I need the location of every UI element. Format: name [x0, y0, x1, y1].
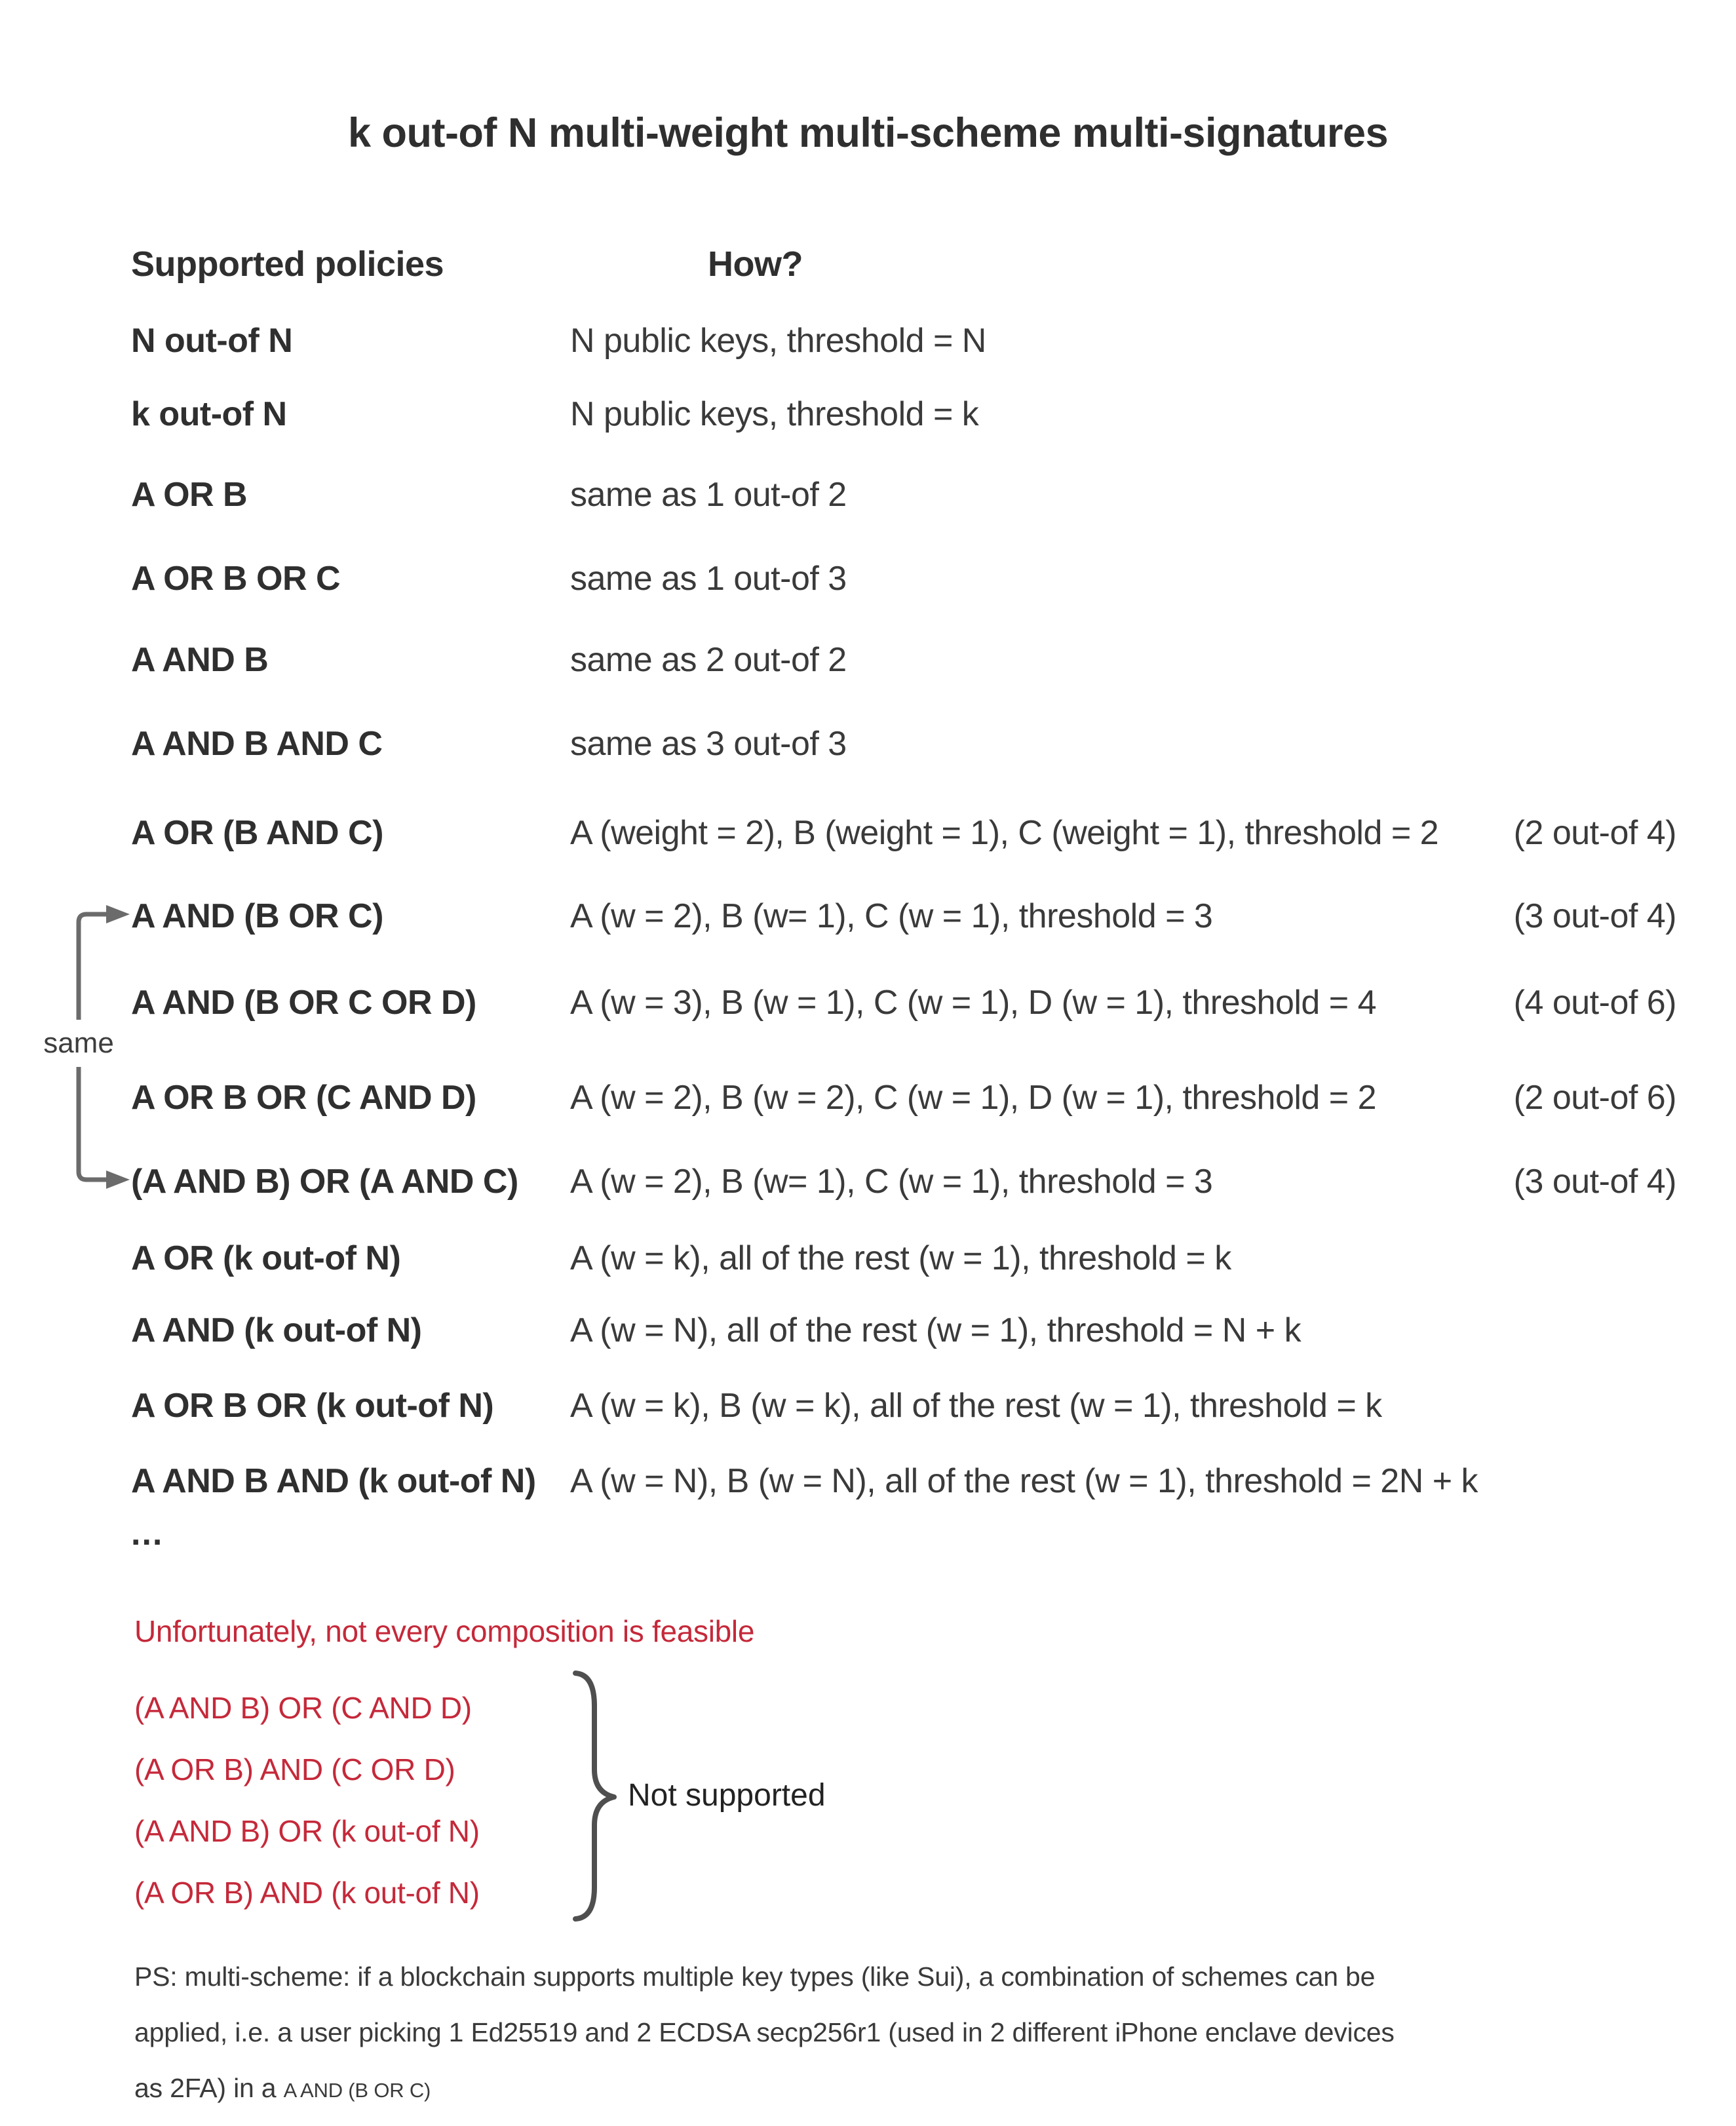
ps-line-2: applied, i.e. a user picking 1 Ed25519 and 2 ECDSA secp256r1 (used in 2 different iPhone enclave devices	[134, 2017, 1395, 2047]
policy-cell: A OR B OR (k out-of N)	[131, 1387, 494, 1425]
policy-cell: A AND (B OR C OR D)	[131, 984, 476, 1022]
how-cell: A (weight = 2), B (weight = 1), C (weight = 1), threshold = 2	[570, 814, 1439, 852]
how-cell: A (w = N), all of the rest (w = 1), threshold = N + k	[570, 1311, 1302, 1349]
outof-cell: (3 out-of 4)	[1513, 897, 1676, 935]
table-row	[131, 1079, 1676, 1116]
outof-cell: (4 out-of 6)	[1513, 984, 1676, 1022]
how-cell: A (w = 2), B (w= 1), C (w = 1), threshold = 3	[570, 897, 1213, 935]
ps-note	[134, 1949, 1681, 2118]
how-cell: A (w = 2), B (w = 2), C (w = 1), D (w = 1), threshold = 2	[570, 1079, 1377, 1117]
infeasible-item: (A OR B) AND (k out-of N)	[134, 1876, 480, 1910]
policy-cell: A OR (k out-of N)	[131, 1239, 401, 1277]
table-row	[131, 1387, 1676, 1424]
infeasible-heading: Unfortunately, not every composition is feasible	[134, 1614, 755, 1648]
how-cell: A (w = k), all of the rest (w = 1), threshold = k	[570, 1239, 1231, 1277]
policy-cell: (A AND B) OR (A AND C)	[131, 1163, 518, 1201]
page-title: k out-of N multi-weight multi-scheme multi-signatures	[347, 110, 1389, 156]
how-cell: A (w = N), B (w = N), all of the rest (w = 1), threshold = 2N + k	[570, 1462, 1478, 1500]
ps-policy-expression: A AND (B OR C)	[283, 2079, 431, 2102]
how-cell: A (w = 3), B (w = 1), C (w = 1), D (w = 1), threshold = 4	[570, 984, 1377, 1022]
how-cell: A (w = 2), B (w= 1), C (w = 1), threshold = 3	[570, 1163, 1213, 1201]
arrowhead-bottom-icon	[106, 1170, 130, 1189]
infeasible-list	[134, 1691, 480, 1937]
table-row	[131, 898, 1676, 935]
policy-cell: A AND B AND C	[131, 725, 383, 763]
table-header	[131, 244, 1676, 284]
infeasible-item: (A AND B) OR (k out-of N)	[134, 1814, 480, 1848]
table-row	[131, 322, 1676, 359]
ps-line-1: PS: multi-scheme: if a blockchain supports multiple key types (like Sui), a combination of schemes can be	[134, 1962, 1376, 1992]
policy-cell: A AND (k out-of N)	[131, 1311, 422, 1349]
how-cell: A (w = k), B (w = k), all of the rest (w = 1), threshold = k	[570, 1387, 1382, 1425]
column-header-how: How?	[708, 244, 803, 284]
policy-cell: A AND (B OR C)	[131, 897, 383, 935]
outof-cell: (2 out-of 6)	[1513, 1079, 1676, 1117]
table-row	[131, 984, 1676, 1021]
policy-cell: A OR B	[131, 476, 248, 514]
table-row	[131, 1163, 1676, 1200]
column-header-supported-policies: Supported policies	[131, 244, 444, 284]
not-supported-label: Not supported	[628, 1778, 826, 1813]
table-row	[131, 1240, 1676, 1277]
outof-cell: (3 out-of 4)	[1513, 1163, 1676, 1201]
policy-cell: A OR B OR (C AND D)	[131, 1079, 476, 1117]
arrowhead-top-icon	[106, 905, 130, 923]
table-row	[131, 815, 1676, 851]
ellipsis: ...	[131, 1515, 164, 1553]
how-cell: N public keys, threshold = k	[570, 395, 979, 433]
infeasible-item: (A OR B) AND (C OR D)	[134, 1752, 455, 1787]
infeasible-item: (A AND B) OR (C AND D)	[134, 1691, 472, 1725]
table-row	[131, 396, 1676, 433]
how-cell: same as 2 out-of 2	[570, 641, 847, 679]
table-row	[131, 1463, 1676, 1499]
table-row	[131, 642, 1676, 678]
policy-cell: A AND B	[131, 641, 269, 679]
how-cell: same as 1 out-of 3	[570, 560, 847, 598]
policy-table	[131, 322, 1676, 1499]
policy-cell: A AND B AND (k out-of N)	[131, 1462, 536, 1500]
how-cell: N public keys, threshold = N	[570, 322, 986, 360]
ps-line-3	[134, 2060, 1681, 2118]
outof-cell: (2 out-of 4)	[1513, 814, 1676, 852]
table-row	[131, 725, 1676, 762]
policy-cell: A OR B OR C	[131, 560, 341, 598]
table-row	[131, 476, 1676, 513]
table-row	[131, 1312, 1676, 1349]
same-label: same	[42, 1020, 115, 1067]
ps-line-3-text: as 2FA) in a	[134, 2073, 284, 2103]
policy-cell: N out-of N	[131, 322, 293, 360]
curly-brace-icon	[557, 1661, 636, 1937]
how-cell: same as 1 out-of 2	[570, 476, 847, 514]
table-row	[131, 560, 1676, 597]
policy-cell: k out-of N	[131, 395, 287, 433]
how-cell: same as 3 out-of 3	[570, 725, 847, 763]
policy-cell: A OR (B AND C)	[131, 814, 383, 852]
